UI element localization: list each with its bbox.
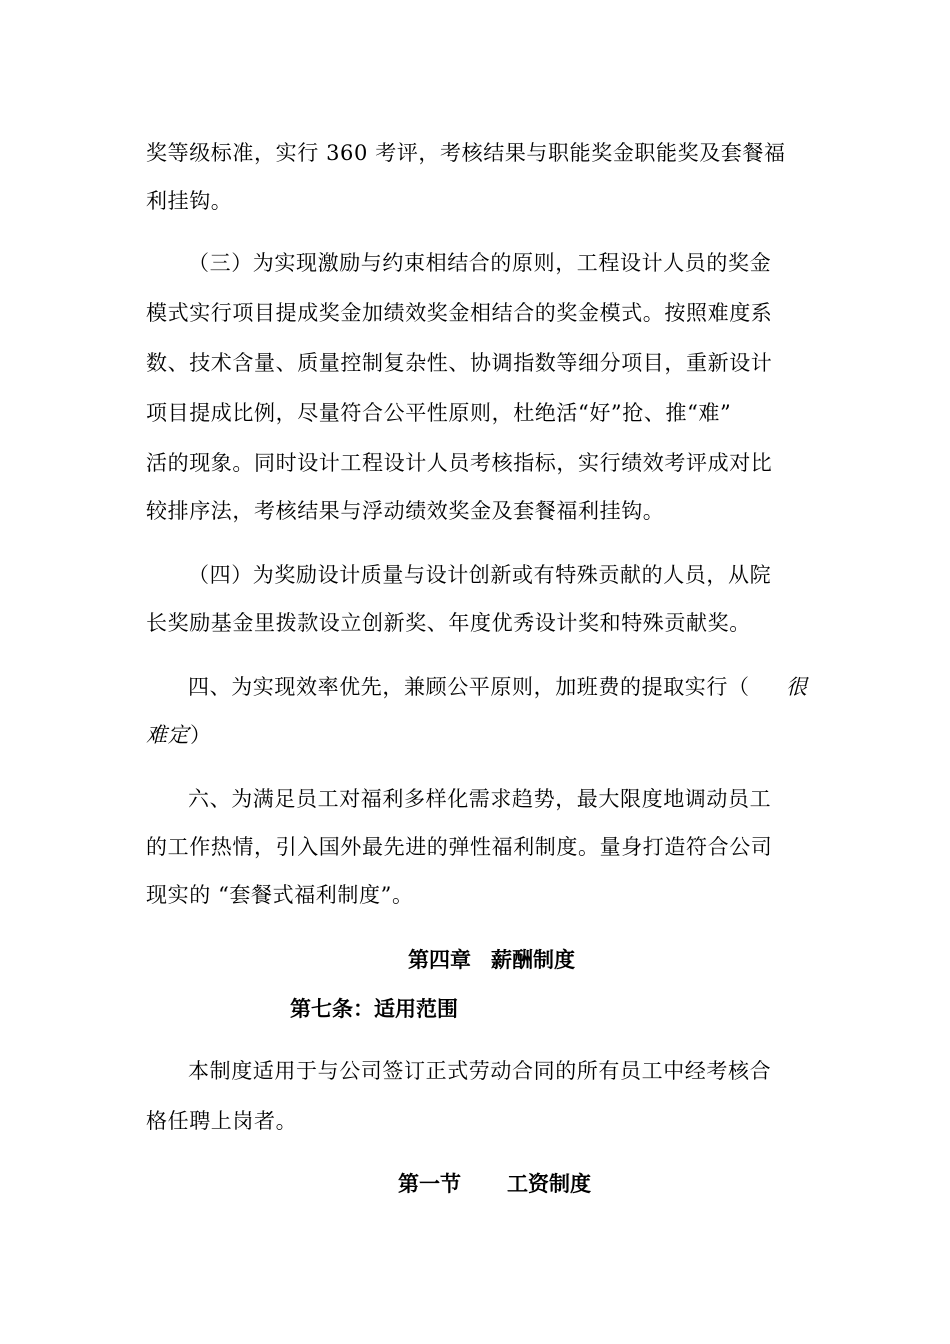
text-line-italic: 难定 [146, 723, 190, 747]
text-line-italic: 很 [786, 675, 808, 699]
text-line: （四）为奖励设计质量与设计创新或有特殊贡献的人员，从院 [188, 563, 772, 587]
article-label: 第七条：适用范围 [290, 996, 458, 1021]
chapter-heading [408, 945, 575, 975]
text-line: 长奖励基金里拨款设立创新奖、年度优秀设计奖和特殊贡献奖。 [146, 611, 751, 635]
text-line: 本制度适用于与公司签订正式劳动合同的所有员工中经考核合 [188, 1059, 772, 1083]
text-line: 项目提成比例，尽量符合公平性原则，杜绝活“好”抢、推“难” [146, 401, 732, 425]
text-line: 的工作热情，引入国外最先进的弹性福利制度。量身打造符合公司 [146, 835, 773, 859]
section-heading [398, 1169, 591, 1199]
section-number: 第一节 [398, 1171, 461, 1196]
text-line: 六、为满足员工对福利多样化需求趋势，最大限度地调动员工 [188, 787, 772, 811]
section-title: 工资制度 [507, 1171, 591, 1196]
chapter-number: 第四章 [408, 947, 471, 972]
text-line: 四、为实现效率优先，兼顾公平原则，加班费的提取实行（ [188, 675, 750, 699]
text-line: 奖等级标准，实行 360 考评，考核结果与职能奖金职能奖及套餐福 [146, 141, 786, 165]
chapter-title: 薪酬制度 [491, 947, 575, 972]
text-line: 较排序法，考核结果与浮动绩效奖金及套餐福利挂钩。 [146, 499, 665, 523]
text-line: 模式实行项目提成奖金加绩效奖金相结合的奖金模式。按照难度系 [146, 301, 773, 325]
text-line: 数、技术含量、质量控制复杂性、协调指数等细分项目，重新设计 [146, 351, 773, 375]
text-line: 现实的 “套餐式福利制度”。 [146, 883, 414, 907]
text-line: （三）为实现激励与约束相结合的原则，工程设计人员的奖金 [188, 251, 772, 275]
text-line: ） [190, 723, 212, 747]
text-line: 利挂钩。 [146, 189, 233, 213]
text-line: 活的现象。同时设计工程设计人员考核指标，实行绩效考评成对比 [146, 451, 773, 475]
article-heading [290, 994, 458, 1024]
text-line: 格任聘上岗者。 [146, 1109, 298, 1133]
